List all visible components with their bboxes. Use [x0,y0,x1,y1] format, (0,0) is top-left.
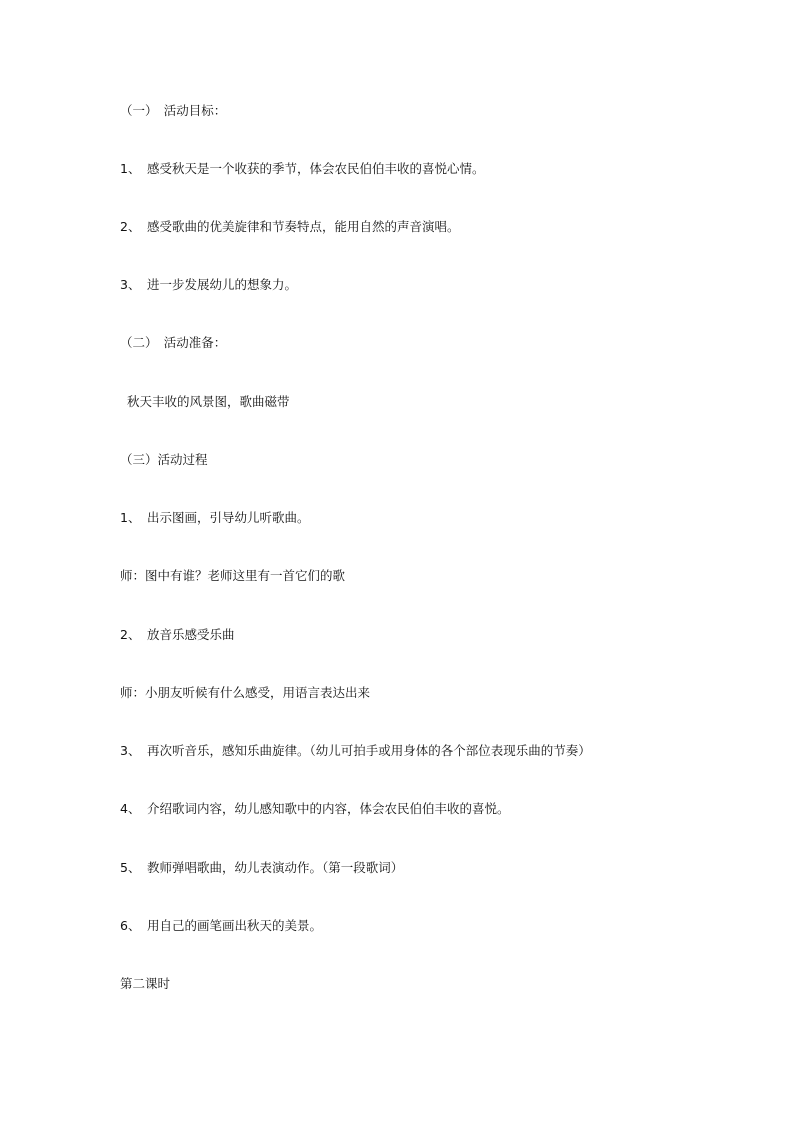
item-number: 1、 [120,510,141,525]
item-number: 6、 [120,918,141,933]
item-number: 3、 [120,743,141,758]
line-text: 感受秋天是一个收获的季节，体会农民伯伯丰收的喜悦心情。 [147,161,485,176]
goal-item-2 [120,219,460,235]
line-text: 出示图画，引导幼儿听歌曲。 [147,510,310,525]
item-number: 4、 [120,801,141,816]
item-number: 2、 [120,627,141,642]
item-number: 1、 [120,161,141,176]
line-text: 第二课时 [120,976,171,991]
line-text: 师：小朋友听候有什么感受，用语言表达出来 [120,685,371,700]
line-text: 放音乐感受乐曲 [147,627,235,642]
process-item-6 [120,918,322,934]
lesson-heading-second [120,976,170,992]
line-text: 介绍歌词内容，幼儿感知歌中的内容，体会农民伯伯丰收的喜悦。 [147,801,510,816]
preparation-text [127,394,290,410]
teacher-line-1 [120,568,345,584]
goal-item-1 [120,161,485,177]
section-heading-preparation [120,335,226,351]
item-number: 2、 [120,219,141,234]
goal-item-3 [120,277,297,293]
item-number: 3、 [120,277,141,292]
line-text: 秋天丰收的风景图，歌曲磁带 [127,394,290,409]
line-text: 教师弹唱歌曲，幼儿表演动作。（第一段歌词） [147,860,404,875]
process-item-1 [120,510,310,526]
line-text: 感受歌曲的优美旋律和节奏特点，能用自然的声音演唱。 [147,219,460,234]
line-text: 再次听音乐，感知乐曲旋律。（幼儿可拍手或用身体的各个部位表现乐曲的节奏） [147,743,591,758]
line-text: 用自己的画笔画出秋天的美景。 [147,918,323,933]
line-text: （三）活动过程 [120,452,208,467]
process-item-3 [120,743,591,759]
section-heading-goals [120,103,226,119]
line-text: （一） 活动目标： [120,103,227,118]
line-text: 师：图中有谁？老师这里有一首它们的歌 [120,568,346,583]
section-heading-process [120,452,208,468]
process-item-4 [120,801,510,817]
process-item-5 [120,860,403,876]
process-item-2 [120,627,235,643]
item-number: 5、 [120,860,141,875]
line-text: 进一步发展幼儿的想象力。 [147,277,298,292]
teacher-line-2 [120,685,370,701]
line-text: （二） 活动准备： [120,335,227,350]
